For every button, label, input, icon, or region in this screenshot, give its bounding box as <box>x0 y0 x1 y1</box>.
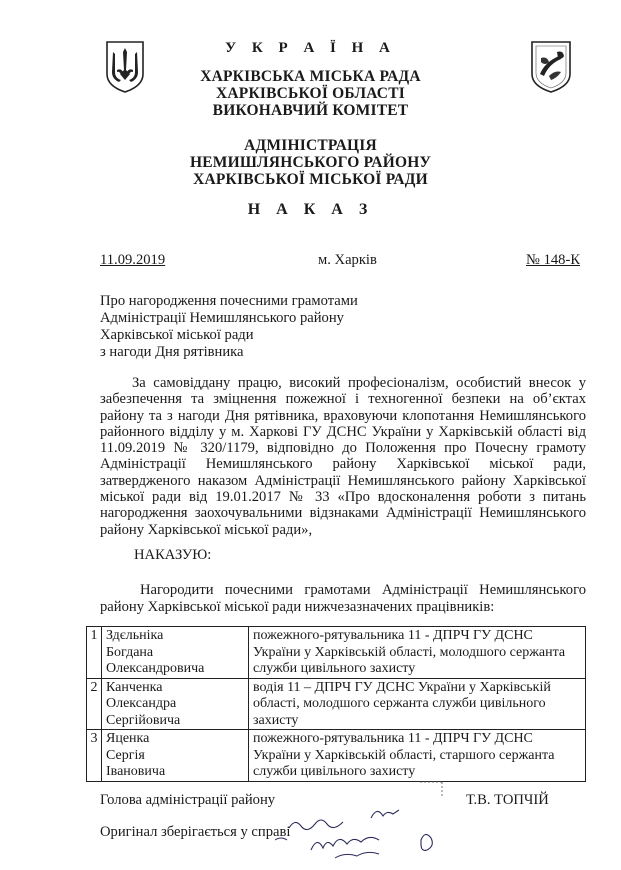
awardee-name <box>102 678 249 730</box>
awardee-position <box>249 678 586 730</box>
awardees-table <box>86 626 586 782</box>
archive-note: Оригінал зберігається у справі <box>100 824 291 840</box>
order-number: № 148-К <box>526 252 581 268</box>
signature-mark <box>418 780 448 798</box>
row-number: 1 <box>87 627 102 679</box>
position-line: пожежного-рятувальника 11 - ДПРЧ ГУ ДСНС <box>253 731 533 746</box>
awardee-surname: Яценка <box>106 731 150 746</box>
table-row <box>87 678 586 730</box>
awardee-patronymic: Олександровича <box>106 661 205 676</box>
awardee-name <box>102 730 249 782</box>
position-line: служби цивільного захисту <box>253 764 416 779</box>
administration-block <box>0 137 621 188</box>
council-line-3: ВИКОНАВЧИЙ КОМІТЕТ <box>212 102 409 119</box>
signatory-name: Т.В. ТОПЧІЙ <box>466 792 549 808</box>
awardee-first-name: Сергія <box>106 747 145 763</box>
order-subject <box>100 293 358 361</box>
table-row <box>87 627 586 679</box>
handwritten-certification-icon <box>275 800 455 862</box>
award-intro-text: Нагородити почесними грамотами Адміністрації Немишлянського району Харківської міської ради нижчезазначених працівників: <box>100 582 586 615</box>
row-number: 2 <box>87 678 102 730</box>
subject-line-2: Адміністрації Немишлянського району <box>100 310 344 326</box>
position-line: пожежного-рятувальника 11 - ДПРЧ ГУ ДСНС <box>253 628 533 643</box>
awardee-first-name: Олександра <box>106 696 177 711</box>
award-intro <box>100 582 586 616</box>
subject-line-1: Про нагородження почесними грамотами <box>100 293 358 309</box>
body-paragraph-text: За самовіддану працю, високий професіоналізм, особистий внесок у забезпечення та зміцнення пожежної і техногенної безпеки на об’єктах району та з нагоди Дня рятівника, враховуючи клопотання Немишлянського районного відділу у м. Харкові ГУ ДСНС України у Харківській області від 11.09.2019 № 320/1179, відповідно до Положення про Почесну грамоту Адміністрації Немишлянського району Харківської міської ради, затвердженого наказом Адміністрації Немишлянського району Харківської міської ради від 19.01.2017 № 33 «Про вдосконалення роботи з питань нагородження заохочувальними відзнаками Адміністрації Немишлянського району Харківської міської ради», <box>100 375 586 538</box>
order-body-paragraph <box>100 375 586 538</box>
awardee-patronymic: Івановича <box>106 764 166 779</box>
awardee-position <box>249 730 586 782</box>
subject-line-4: з нагоди Дня рятівника <box>100 344 244 360</box>
awardee-patronymic: Сергійовича <box>106 712 181 728</box>
position-line: служби цивільного захисту <box>253 661 416 676</box>
administration-line-2: НЕМИШЛЯНСЬКОГО РАЙОНУ <box>189 154 432 171</box>
table-row <box>87 730 586 782</box>
row-number: 3 <box>87 730 102 782</box>
order-city: м. Харків <box>318 252 377 268</box>
position-line: України у Харківській області, старшого сержанта <box>253 747 555 763</box>
awardee-surname: Здєльніка <box>106 628 164 643</box>
order-date: 11.09.2019 <box>100 252 166 268</box>
council-block <box>0 68 621 119</box>
awardee-position <box>249 627 586 679</box>
country-title: У К Р А Ї Н А <box>225 40 396 56</box>
awardee-surname: Канченка <box>106 679 163 695</box>
administration-line-3: ХАРКІВСЬКОЇ МІСЬКОЇ РАДИ <box>193 171 428 188</box>
position-line: водія 11 – ДПРЧ ГУ ДСНС України у Харківській <box>253 679 551 695</box>
awardee-name <box>102 627 249 679</box>
administration-line-1: АДМІНІСТРАЦІЯ <box>244 137 377 154</box>
subject-line-3: Харківської міської ради <box>100 327 254 343</box>
position-line: області, молодшого сержанта служби цивільного <box>253 696 546 711</box>
document-type-title: Н А К А З <box>247 201 374 218</box>
position-line: України у Харківській області, молодшого сержанта <box>253 644 566 660</box>
council-line-2: ХАРКІВСЬКОЇ ОБЛАСТІ <box>216 85 405 102</box>
council-line-1: ХАРКІВСЬКА МІСЬКА РАДА <box>200 68 421 85</box>
order-word: НАКАЗУЮ: <box>134 547 212 563</box>
position-line: захисту <box>253 712 299 728</box>
awardee-first-name: Богдана <box>106 644 154 660</box>
signatory-title: Голова адміністрації району <box>100 792 276 808</box>
